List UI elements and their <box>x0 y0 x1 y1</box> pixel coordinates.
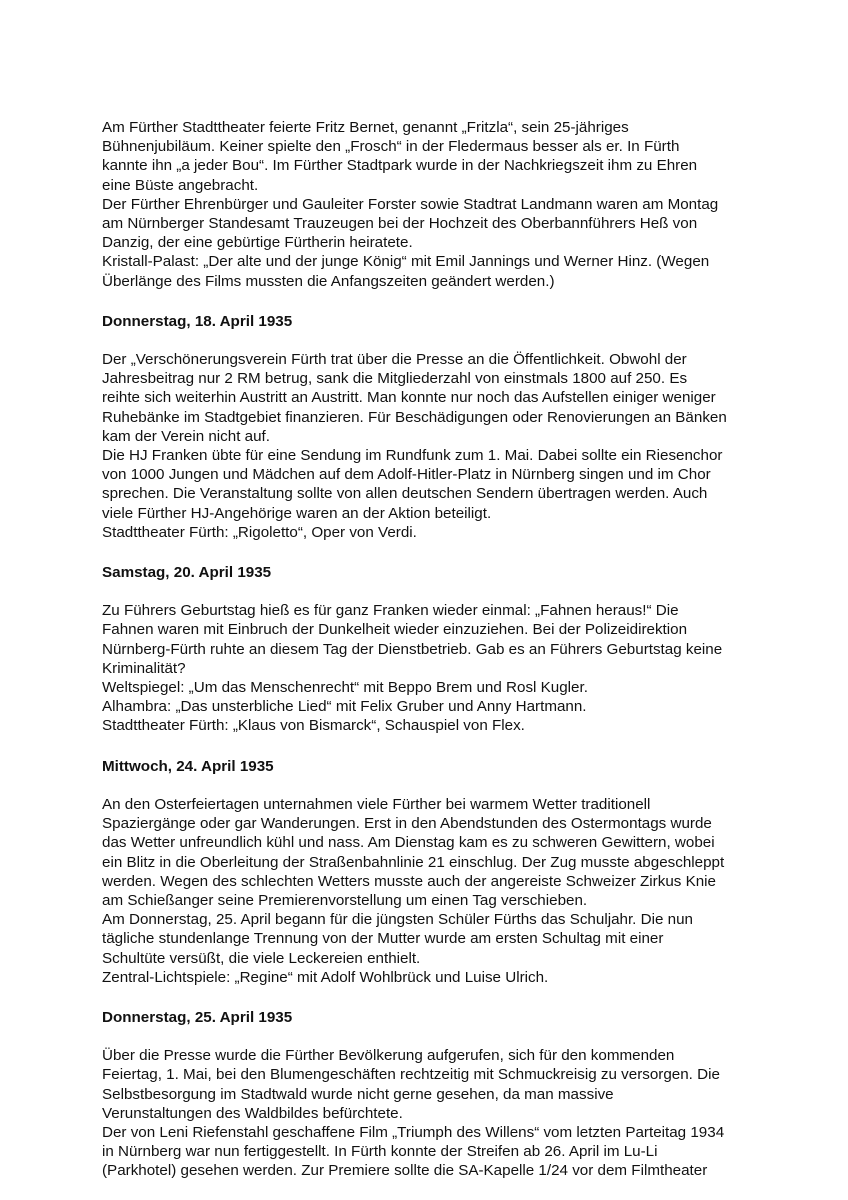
text-line: Kristall-Palast: „Der alte und der junge König“ mit Emil Jannings und Werner Hinz. (Wegen <box>102 253 710 271</box>
text-line: Ruhebänke im Stadtgebiet finanzieren. Für Beschädigungen oder Renovierungen an Bänken <box>102 408 727 426</box>
text-line: Der von Leni Riefenstahl geschaffene Film „Triumph des Willens“ vom letzten Parteitag 1934 <box>102 1123 725 1141</box>
text-line: am Schießanger seine Premierenvorstellung um einen Tag verschieben. <box>102 891 588 909</box>
text-line: (Parkhotel) gesehen werden. Zur Premiere sollte die SA-Kapelle 1/24 vor dem Filmtheater <box>102 1162 708 1180</box>
text-line: Zu Führers Geburtstag hieß es für ganz Franken wieder einmal: „Fahnen heraus!“ Die <box>102 602 679 620</box>
text-line: ein Blitz in die Oberleitung der Straßenbahnlinie 21 einschlug. Der Zug musste abgeschleppt <box>102 853 725 871</box>
section-heading: Donnerstag, 18. April 1935 <box>102 312 293 330</box>
text-line: in Nürnberg war nun fertiggestellt. In Fürth konnte der Streifen ab 26. April im Lu-Li <box>102 1143 658 1161</box>
section-heading: Donnerstag, 25. April 1935 <box>102 1008 293 1026</box>
text-line: kannte ihn „a jeder Bou“. Im Fürther Stadtpark wurde in der Nachkriegszeit ihm zu Ehren <box>102 157 698 175</box>
text-line: Verunstaltungen des Waldbildes befürchtete. <box>102 1104 403 1122</box>
section-body <box>102 1046 752 1180</box>
text-line: Jahresbeitrag nur 2 RM betrug, sank die Mitgliederzahl von einstmals 1800 auf 250. Es <box>102 370 688 388</box>
text-line: Weltspiegel: „Um das Menschenrecht“ mit Beppo Brem und Rosl Kugler. <box>102 679 588 697</box>
text-line: das Wetter unfreundlich kühl und nass. Am Dienstag kam es zu schweren Gewittern, wobei <box>102 834 715 852</box>
text-line: Spaziergänge oder gar Wanderungen. Erst in den Abendstunden des Ostermontags wurde <box>102 815 712 833</box>
text-line: viele Fürther HJ-Angehörige waren an der Aktion beteiligt. <box>102 504 492 522</box>
text-line: Kriminalität? <box>102 659 186 677</box>
section-heading: Mittwoch, 24. April 1935 <box>102 757 274 775</box>
text-line: Nürnberg-Fürth ruhte an diesem Tag der Dienstbetrieb. Gab es an Führers Geburtstag keine <box>102 640 723 658</box>
text-line: Der Fürther Ehrenbürger und Gauleiter Forster sowie Stadtrat Landmann waren am Montag <box>102 195 719 213</box>
text-line: Bühnenjubiläum. Keiner spielte den „Frosch“ in der Fledermaus besser als er. In Fürth <box>102 138 680 156</box>
text-line: eine Büste angebracht. <box>102 176 259 194</box>
text-line: Feiertag, 1. Mai, bei den Blumengeschäften rechtzeitig mit Schmuckreisig zu versorgen. Die <box>102 1066 720 1084</box>
text-line: Über die Presse wurde die Fürther Bevölkerung aufgerufen, sich für den kommenden <box>102 1047 675 1065</box>
section-body <box>102 795 752 987</box>
text-line: An den Osterfeiertagen unternahmen viele Fürther bei warmem Wetter traditionell <box>102 795 651 813</box>
text-line: Zentral-Lichtspiele: „Regine“ mit Adolf Wohlbrück und Luise Ulrich. <box>102 968 549 986</box>
text-line: kam der Verein nicht auf. <box>102 427 270 445</box>
text-line: Die HJ Franken übte für eine Sendung im Rundfunk zum 1. Mai. Dabei sollte ein Riesenchor <box>102 447 723 465</box>
text-line: Am Donnerstag, 25. April begann für die jüngsten Schüler Fürths das Schuljahr. Die nun <box>102 911 693 929</box>
section-body <box>102 350 752 542</box>
text-line: Der „Verschönerungsverein Fürth trat über die Presse an die Öffentlichkeit. Obwohl der <box>102 351 687 369</box>
text-line: Selbstbesorgung im Stadtwald wurde nicht gerne gesehen, da man massive <box>102 1085 614 1103</box>
intro-paragraph <box>102 118 752 291</box>
text-line: werden. Wegen des schlechten Wetters musste auch der angereiste Schweizer Zirkus Knie <box>102 872 716 890</box>
text-line: von 1000 Jungen und Mädchen auf dem Adolf-Hitler-Platz in Nürnberg singen und im Chor <box>102 466 711 484</box>
section-body <box>102 601 752 735</box>
text-line: sprechen. Die Veranstaltung sollte von allen deutschen Sendern übertragen werden. Auch <box>102 485 708 503</box>
text-line: Fahnen waren mit Einbruch der Dunkelheit wieder einzuziehen. Bei der Polizeidirektion <box>102 621 688 639</box>
text-line: Alhambra: „Das unsterbliche Lied“ mit Felix Gruber und Anny Hartmann. <box>102 698 587 716</box>
text-line: Danzig, der eine gebürtige Fürtherin heiratete. <box>102 234 413 252</box>
text-line: Stadttheater Fürth: „Klaus von Bismarck“, Schauspiel von Flex. <box>102 717 525 735</box>
text-line: tägliche stundenlange Trennung von der Mutter wurde am ersten Schultag mit einer <box>102 930 664 948</box>
text-line: Am Fürther Stadttheater feierte Fritz Bernet, genannt „Fritzla“, sein 25-jähriges <box>102 119 629 136</box>
text-line: am Nürnberger Standesamt Trauzeugen bei der Hochzeit des Oberbannführers Heß von <box>102 215 698 233</box>
text-line: Stadttheater Fürth: „Rigoletto“, Oper von Verdi. <box>102 523 417 541</box>
section-heading: Samstag, 20. April 1935 <box>102 564 272 582</box>
text-line: Schultüte versüßt, die viele Leckereien enthielt. <box>102 949 421 967</box>
text-line: reihte sich weiterhin Austritt an Austritt. Man konnte nur noch das Aufstellen einiger weniger <box>102 389 716 407</box>
text-line: Überlänge des Films mussten die Anfangszeiten geändert werden.) <box>102 272 555 290</box>
